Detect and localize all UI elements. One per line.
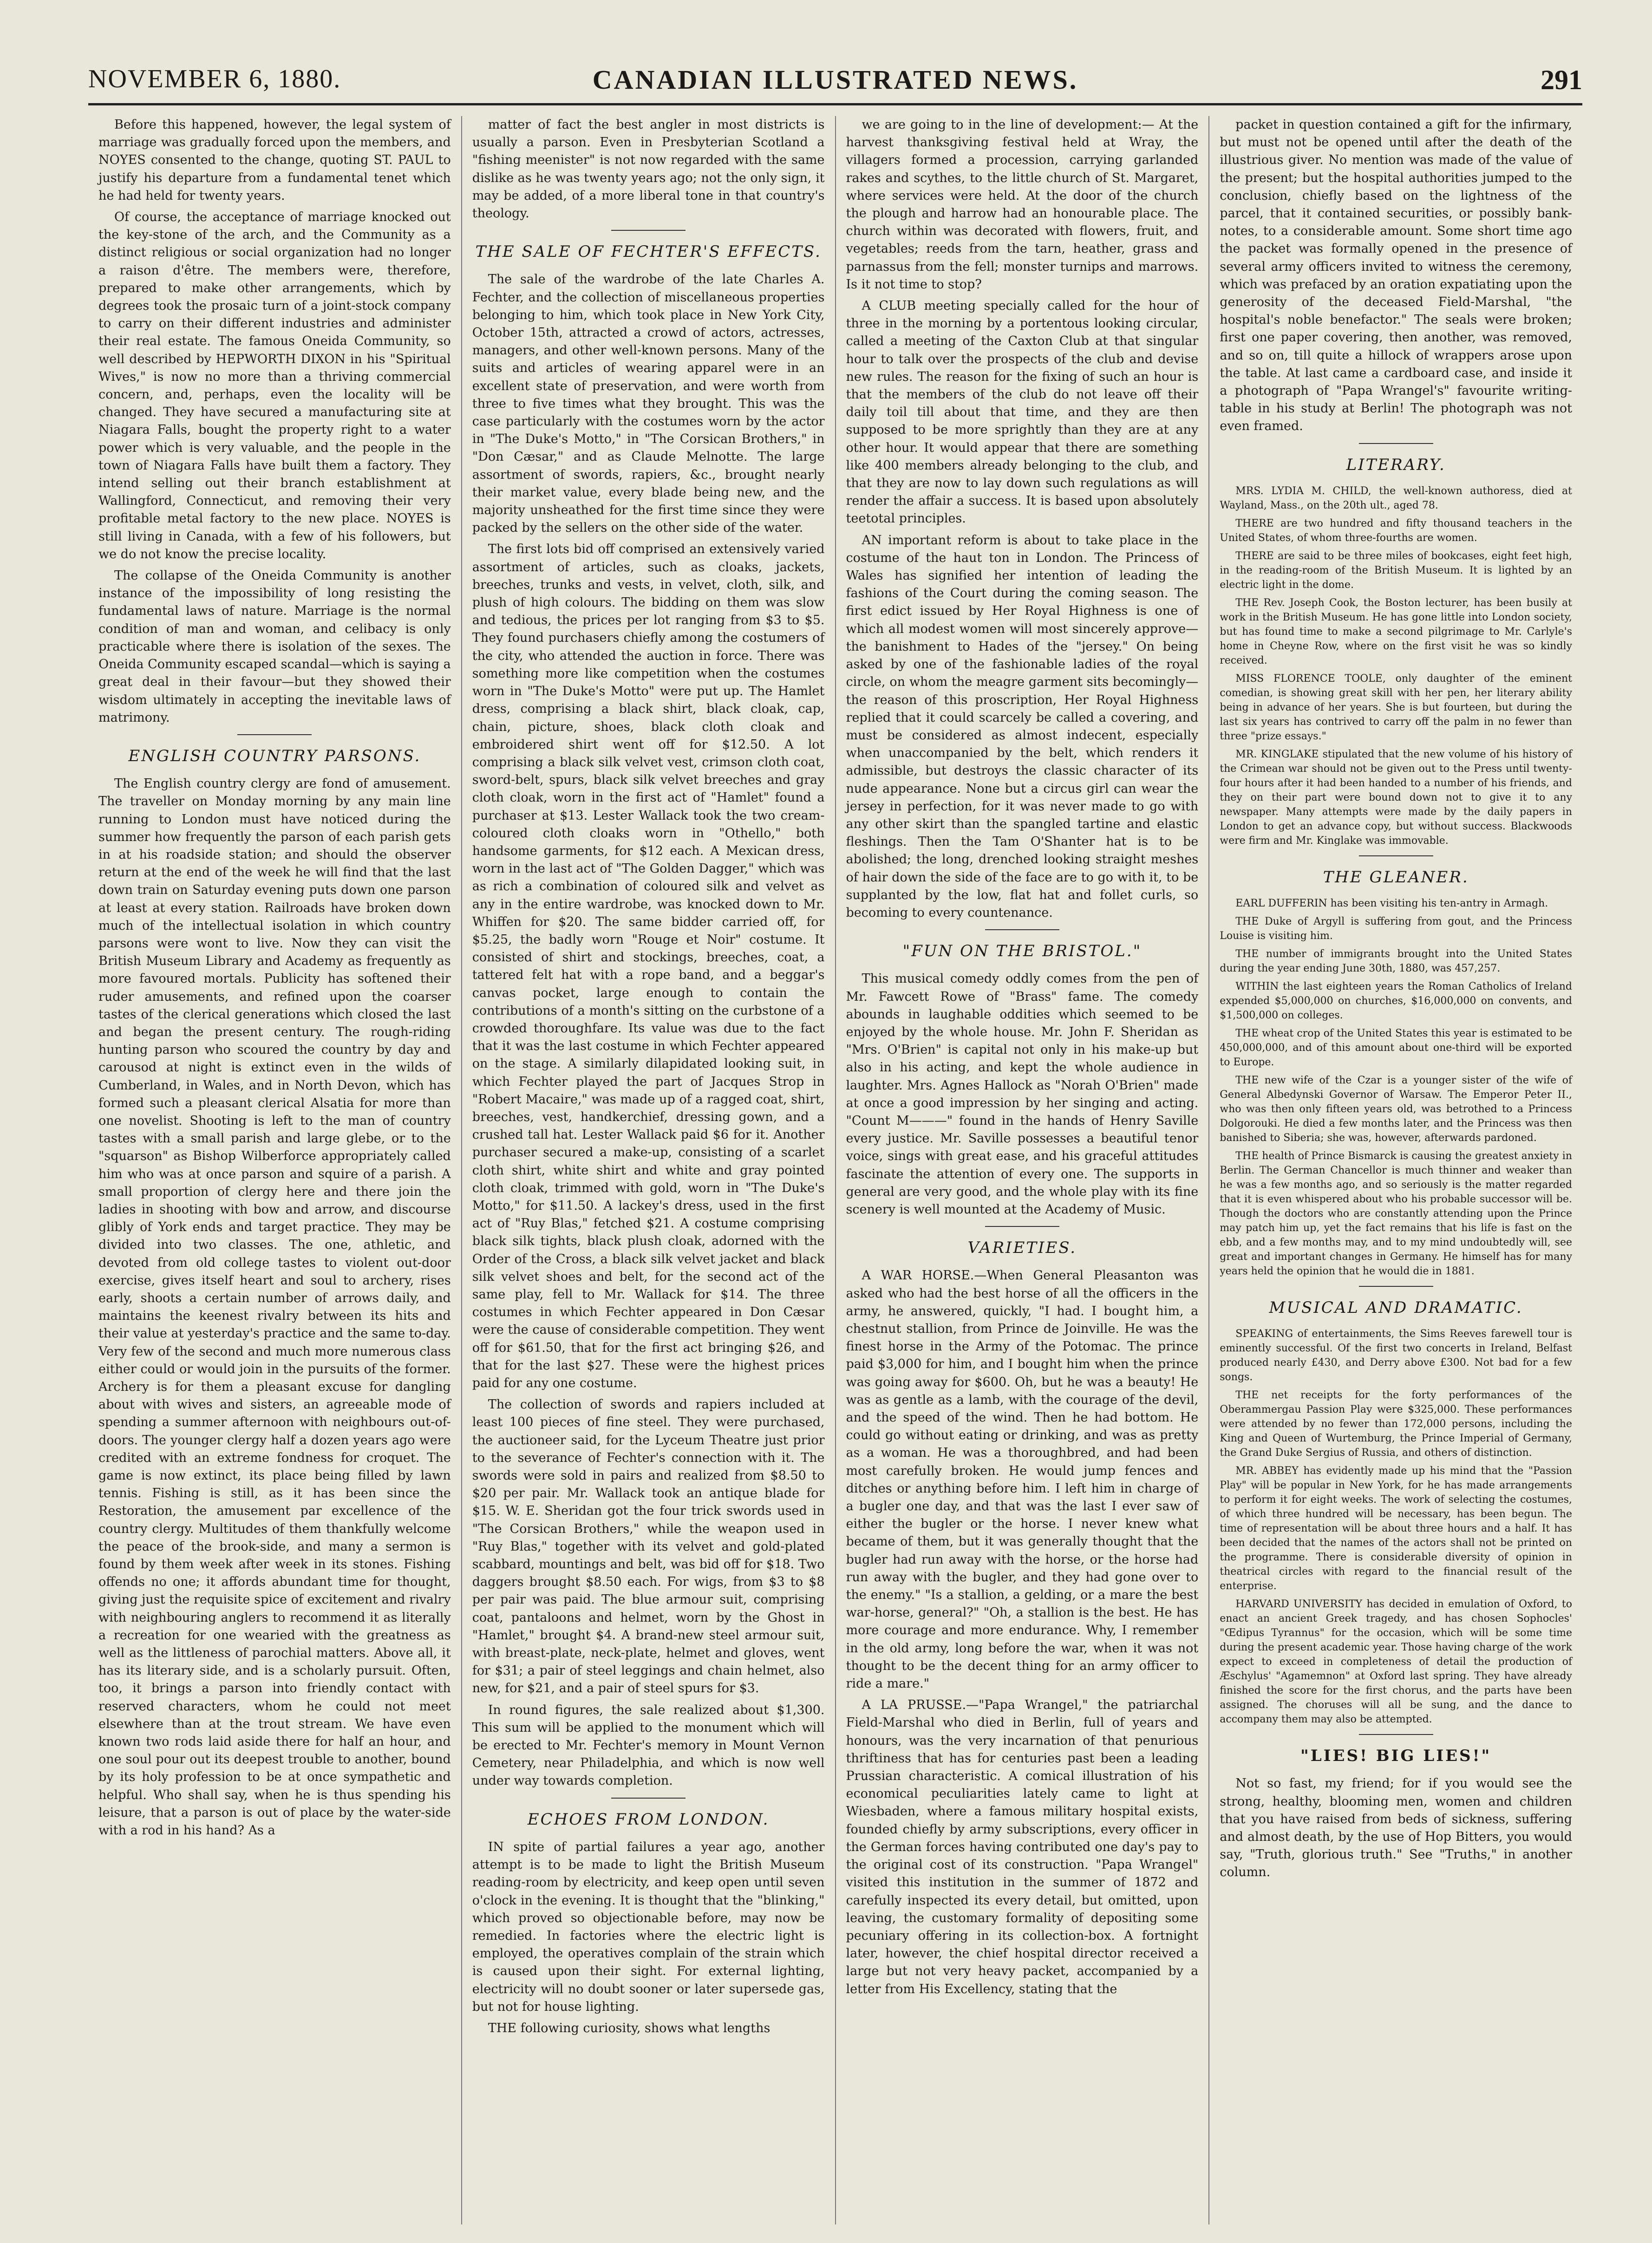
section-divider — [1359, 1286, 1433, 1287]
paragraph: we are going to in the line of development:— At the harvest thanksgiving festival held at Wray, the villagers formed a procession, carrying garlanded rakes and scythes, to the little church of St. Margaret, where services were held. At the door of the church the plough and harrow had an honourable place. The church within was decorated with flowers, fruit, and vegetables; reeds from the tarn, heather, grass and parnassus from the fell; monster turnips and marrows. Is it not time to stop? — [846, 117, 1199, 292]
masthead — [88, 64, 1582, 97]
paragraph: The English country clergy are fond of amusement. The traveller on Monday morning by any main line running to London must have noticed during the summer how frequently the parson of each parish gets in at his roadside station; and should the observer return at the end of the week he will find that the last down train on Saturday evening puts down one parson at least at every station. Railroads have broken down much of the intellectual isolation in which country parsons were wont to live. Now they can visit the British Museum Library and Academy as frequently as more favoured mortals. Publicity has softened their ruder amusements, and refined upon the coarser tastes of the clerical generations which closed the last and began the present century. The rough-riding hunting parson who scoured the country by day and carousod at night is extinct even in the wilds of Cumberland, in Wales, and in North Devon, which has formed such a pleasant clerical Alsatia for more than one novelist. Shooting is left to the man of country tastes with a small parish and large glebe, or to the "squarson" as Bishop Wilberforce appropriately called him who was at once parson and squire of a parish. A small proportion of clergy here and there join the ladies in shooting with bow and arrow, and discourse glibly of York ends and target practice. They may be divided into two classes. The one, athletic, and devoted from old college tastes to violent out-door exercise, gives itself heart and soul to archery, rises early, shoots a certain number of arrows daily, and maintains the keenest rivalry between its hits and their value at yesterday's practice and the same to-day. Very few of the second and much more numerous class either could or would join in the pursuits of the former. Archery is for them a pleasant excuse for dangling about with wives and sisters, an agreeable mode of spending a summer afternoon with neighbours out-of-doors. The younger clergy half a dozen years ago were credited with an extreme fondness for croquet. The game is now extinct, its place being filled by lawn tennis. Fishing is still, as it has been since the Restoration, the amusement par excellence of the country clergy. Multitudes of them thankfully welcome the peace of the brook-side, and many a sermon is found by them week after week in its stones. Fishing offends no one; it affords abundant time for thought, giving just the requisite spice of excitement and rivalry with neighbouring anglers to recommend it as literally a recreation for one wearied with the greatness as well as the littleness of parochial matters. Above all, it has its literary side, and is a scholarly pursuit. Often, too, it brings a parson into friendly contact with reserved characters, whom he could not meet elsewhere than at the trout stream. We have even known two rods laid aside there for half an hour, and one soul pour out its deepest trouble to another, bound by its holy profession to be at once sympathetic and helpful. Who shall say, when he is thus spending his leisure, that a parson is out of place by the water-side with a rod in his hand? As a — [98, 776, 451, 1838]
article-section — [472, 116, 825, 222]
article-columns — [88, 116, 1582, 2224]
paragraph: Of course, the acceptance of marriage knocked out the key-stone of the arch, and the Community as a distinct religious or social organization had no longer a raison d'être. The members were, therefore, prepared to make other arrangements, which by degrees took the prosaic turn of a joint-stock company to carry on their different industries and administer their real estate. The famous Oneida Community, so well described by HEPWORTH DIXON in his "Spiritual Wives," is now no more than a thriving commercial concern, and, perhaps, even the locality will be changed. They have secured a manufacturing site at Niagara Falls, bought the property right to a water power which is very valuable, and the people in the town of Niagara Falls have built them a factory. They intend selling out their branch establishment at Wallingford, Connecticut, and removing their very profitable metal factory to the new place. NOYES is still living in Canada, with a few of his followers, but we do not know the precise locality. — [98, 210, 451, 561]
section-heading: THE SALE OF FECHTER'S EFFECTS. — [475, 242, 822, 261]
paragraph: THE following curiosity, shows what lengths — [488, 2021, 770, 2035]
paragraph: The sale of the wardrobe of the late Charles A. Fechter, and the collection of miscellaneous properties belonging to him, which took place in New York City, October 15th, attracted a crowd of actors, actresses, managers, and other well-known persons. Many of the suits and articles of wearing apparel were in an excellent state of preservation, and were worth from three to five times what they brought. This was the case particularly with the costumes worn by the actor in "The Duke's Motto," in "The Corsican Brothers," in "Don Cæsar," and as Claude Melnotte. The large assortment of swords, rapiers, &c., brought nearly their market value, every blade being new, and the majority unsheathed for the first time since they were packed by the sellers on the other side of the water. — [472, 272, 825, 535]
section-heading: LITERARY. — [1346, 455, 1446, 474]
section-heading: "FUN ON THE BRISTOL." — [902, 942, 1142, 961]
article-section — [846, 1226, 1199, 1998]
text-column — [462, 116, 836, 2224]
paragraph: IN spite of partial failures a year ago, another attempt is to be made to light the British Museum reading-room by electricity, and keep open until seven o'clock in the evening. It is thought that the "blinking," which proved so objectionable before, may now be remedied. In factories where the electric light is employed, the operatives complain of the strain which is caused upon their sight. For external lighting, electricity will no doubt sooner or later supersede gas, but not for house lighting. — [472, 1839, 825, 2014]
newspaper-title: CANADIAN ILLUSTRATED NEWS. — [592, 65, 1078, 95]
section-divider — [611, 230, 686, 231]
article-section — [472, 230, 825, 1790]
paragraph: THE wheat crop of the United States this year is estimated to be 450,000,000, and of this amount about one-third will be exported to Europe. — [1220, 1028, 1572, 1069]
section-heading: THE GLEANER. — [1323, 867, 1469, 887]
section-divider — [237, 734, 312, 735]
paragraph: The collection of swords and rapiers included at least 100 pieces of fine steel. They were purchased, the auctioneer said, for the Lyceum Theatre just prior to the severance of Fechter's connection with it. The swords were sold in pairs and realized from $8.50 to $20 per pair. Mr. Wallack took an antique blade for $15. W. E. Sheridan got the four trick swords used in "The Corsican Brothers," while the weapon used in "Ruy Blas," together with its velvet and gold-plated scabbard, mountings and belt, was bid off for $18. Two daggers brought $8.50 each. For wigs, from $3 to $8 per pair was paid. The blue armour suit, comprising coat, pantaloons and helmet, worn by the Ghost in "Hamlet," brought $4. A brand-new steel armour suit, with breast-plate, neck-plate, helmet and gloves, went for $31; a pair of steel leggings and chain helmet, also new, for $21, and a pair of steel spurs for $3. — [472, 1397, 825, 1696]
paragraph: The first lots bid off comprised an extensively varied assortment of articles, such as cloaks, jackets, breeches, trunks and vests, in velvet, cloth, silk, and plush of high colours. The bidding on them was slow and tedious, the prices per lot ranging from $3 to $5. They found purchasers chiefly among the costumers of the city, who attended the auction in force. There was something more like competition when the costumes worn in "The Duke's Motto" were put up. The Hamlet dress, comprising a black shirt, black cloak, cap, chain, picture, shoes, black cloth cloak and embroidered shirt went off for $12.50. A lot comprising a black silk velvet vest, crimson cloth coat, sword-belt, spurs, black silk velvet breeches and gray cloth cloak, worn in the first act of "Hamlet" found a purchaser at $13. Lester Wallack took the two cream-coloured cloth cloaks worn in "Othello," both handsome garments, for $12 each. A Mexican dress, worn in the last act of "The Golden Dagger," which was as rich a combination of coloured silk and velvet as any in the entire wardrobe, was knocked down to Mr. Whiffen for $20. The same bidder carried off, for $5.25, the badly worn "Rouge et Noir" costume. It consisted of shirt and stockings, breeches, coat, a tattered felt hat with a rope band, and a beggar's canvas pocket, large enough to contain the contributions of a month's sitting on the curbstone of a crowded thoroughfare. Its value was due to the fact that it was the last costume in which Fechter appeared on the stage. A similarly dilapidated looking suit, in which Fechter played the part of Jacques Strop in "Robert Macaire," was made up of a ragged coat, shirt, breeches, vest, handkerchief, dressing gown, and a crushed tall hat. Lester Wallack paid $6 for it. Another purchaser secured a make-up, consisting of a scarlet cloth shirt, white shirt and white and gray pointed cloth cloak, trimmed with gold, worn in "The Duke's Motto," for $11.50. A lackey's dress, used in the first act of "Ruy Blas," fetched $21. A costume comprising black silk tights, black plush cloak, adorned with the Order of the Cross, a black silk velvet jacket and black silk velvet shoes and belt, for the second act of the same play, fell to Mr. Wallack for $14. The three costumes in which Fechter appeared in Don Cæsar were the cause of considerable competition. They went off for $61.50, that for the first act bringing $26, and that for the last $27. These were the highest prices paid for any one costume. — [472, 542, 825, 1391]
section-heading: ECHOES FROM LONDON. — [527, 1810, 770, 1829]
issue-date: NOVEMBER 6, 1880. — [88, 65, 341, 93]
section-heading: "LIES! BIG LIES!" — [1300, 1747, 1492, 1766]
paragraph: AN important reform is about to take place in the costume of the haut ton in London. The Princess of Wales has signified her intention of leading the fashions of the Court during the coming season. The first edict issued by Her Royal Highness is one of which all modest women will most sincerely approve—the banishment to Hades of the "jersey." On being asked by one of the fashionable ladies of the royal circle, on whom the meagre garment sits becomingly—the reason of this proscription, Her Royal Highness replied that it could scarcely be called a covering, and must be considered as almost indecent, especially when unaccompanied by the belt, which renders it admissible, but destroys the classic character of its nude appearance. None but a circus girl can wear the jersey in perfection, for it was never made to go with any other skirt than the spangled tartine and elastic fleshings. Then the Tam O'Shanter hat is to be abolished; the long, drenched looking straight meshes of hair down the side of the face are to go with it, to be supplanted by the low, flat hat and follet curls, so becoming to every countenance. — [846, 533, 1199, 920]
paragraph: packet in question contained a gift for the infirmary, but must not be opened until after the death of the illustrious giver. No mention was made of the value of the present; but the hospital authorities jumped to the conclusion, chiefly based on the lightness of the parcel, that it contained securities, or possibly bank-notes, to a considerable amount. Some short time ago the packet was formally opened in the presence of several army officers invited to witness the ceremony, which was prefaced by an oration expatiating upon the generosity of the deceased Field-Marshal, "the hospital's noble benefactor." The seals were broken; first one paper covering, then another, was removed, and so on, till quite a hillock of wrappers arose upon the table. At last came a cardboard case, and inside it a photograph of "Papa Wrangel's" favourite writing-table in his study at Berlin! The photograph was not even framed. — [1220, 117, 1572, 434]
section-heading: VARIETIES. — [967, 1239, 1077, 1258]
paragraph: This musical comedy oddly comes from the pen of Mr. Fawcett Rowe of "Brass" fame. The comedy abounds in laughable oddities which seemed to be enjoyed by the whole house. Mr. John F. Sheridan as "Mrs. O'Brien" is capital not only in his make-up but also in his acting, and kept the whole audience in laughter. Mrs. Agnes Hallock as "Norah O'Brien" made at once a good impression by her singing and acting. "Count M———" found in the hands of Henry Saville every justice. Mr. Saville possesses a beautiful tenor voice, sings with great ease, and his graceful attitudes fascinate the attention of every one. The supports in general are very good, and the whole play with its fine scenery is well mounted at the Academy of Music. — [846, 972, 1199, 1217]
paragraph: THE new wife of the Czar is a younger sister of the wife of General Albedynski Governor of Warsaw. The Emperor Peter II., who was then only fifteen years old, was betrothed to a Princess Dolgorouki. He died a few months later, and the Princess was then banished to Siberia; she was, however, afterwards pardoned. — [1220, 1075, 1572, 1144]
paragraph: A WAR HORSE.—When General Pleasanton was asked who had the best horse of all the officers in the army, he answered, quickly, "I had. I bought him, a chestnut stallion, from Prince de Joinville. He was the finest horse in the Army of the Potomac. The prince paid $3,000 for him, and I bought him when the prince was going away for $600. Oh, but he was a beauty! He was as gentle as a lamb, with the courage of the devil, and the speed of the wind. Then he had bottom. He could go without eating or drinking, and was as pretty as a woman. He was a thoroughbred, and had been most carefully broken. He would jump fences and ditches or anything before him. I left him in charge of a bugler one day, and that was the last I ever saw of either the bugler or the horse. I never knew what became of them, but it was generally thought that the bugler had run away with the horse, or the horse had run away with the bugler, and they had gone over to the enemy." "Is a stallion, a gelding, or a mare the best war-horse, general?" "Oh, a stallion is the best. He has more courage and more endurance. Why, I remember in the old army, long before the war, when it was not thought to be the decent thing for an army officer to ride a mare." — [846, 1268, 1199, 1691]
paragraph: HARVARD UNIVERSITY has decided in emulation of Oxford, to enact an ancient Greek tragedy, and has chosen Sophocles' "Œdipus Tyrannus" for the occasion, which will be some time during the present academic year. Those having charge of the work expect to exceed in completeness of detail the production of Æschylus' "Agamemnon" at Oxford last spring. They have already finished the score for the first chorus, and the parts have been assigned. The choruses will all be sung, and the dance to accompany them may also be attempted. — [1220, 1598, 1572, 1726]
article-section — [98, 116, 451, 727]
paragraph: In round figures, the sale realized about $1,300. This sum will be applied to the monument which will be erected to Mr. Fechter's memory in Mount Vernon Cemetery, near Philadelphia, and which is now well under way towards completion. — [472, 1702, 825, 1788]
article-section — [1220, 1286, 1572, 1727]
article-section — [1220, 116, 1572, 436]
paragraph: MISS FLORENCE TOOLE, only daughter of the eminent comedian, is showing great skill with her pen, her literary ability being in advance of her years. She is but fourteen, but during the last six years has contrived to carry off the palm in no fewer than three "prize essays." — [1220, 672, 1572, 742]
section-heading: MUSICAL AND DRAMATIC. — [1269, 1298, 1523, 1317]
paragraph: THE health of Prince Bismarck is causing the greatest anxiety in Berlin. The German Chancellor is much thinner and weaker than he was a few months ago, and so seriously is the matter regarded that it is even whispered about who his probable successor will be. Though the doctors who are constantly attending upon the Prince may patch him up, yet the fact remains that his life is fast on the ebb, and a few months may, and to my mind undoubtedly will, see great and important changes in Germany. He himself has for many years held the opinion that he would die in 1881. — [1220, 1150, 1572, 1278]
paragraph: MR. ABBEY has evidently made up his mind that the "Passion Play" will be popular in New York, for he has made arrangements to perform it for eight weeks. The work of selecting the costumes, of which three hundred will be necessary, has been begun. The time of representation will be about three hours and a half. It has been decided that the names of the actors shall not be printed on the programme. There is considerable diversity of opinion in theatrical circles with regard to the financial result of the enterprise. — [1220, 1465, 1572, 1592]
paragraph: THE Rev. Joseph Cook, the Boston lecturer, has been busily at work in the British Museum. He has gone little into London society, but has found time to make a second pilgrimage to Mr. Carlyle's home in Cheyne Row, where on the first visit he was so kindly received. — [1220, 597, 1572, 666]
article-section — [98, 734, 451, 1839]
section-divider — [1359, 443, 1433, 444]
article-section — [1220, 1734, 1572, 1881]
section-divider — [1359, 855, 1433, 856]
paragraph: THE number of immigrants brought into the United States during the year ending June 30th, 1880, was 457,257. — [1220, 948, 1572, 975]
paragraph: EARL DUFFERIN has been visiting his ten-antry in Armagh. — [1235, 898, 1548, 910]
paragraph: THERE are said to be three miles of bookcases, eight feet high, in the reading-room of the British Museum. It is lighted by an electric light in the dome. — [1220, 550, 1572, 591]
article-section — [1220, 855, 1572, 1278]
paragraph: Before this happened, however, the legal system of marriage was gradually forced upon the members, and NOYES consented to the change, quoting ST. PAUL to justify his departure from a fundamental tenet which he had held for twenty years. — [98, 117, 451, 203]
section-divider — [985, 1226, 1059, 1227]
paragraph: THE net receipts for the forty performances of the Oberammergau Passion Play were $325,000. These performances were attended by no fewer than 172,000 persons, including the King and Queen of Wurtemburg, the Prince Imperial of Germany, the Grand Duke Sergius of Russia, and others of distinction. — [1220, 1389, 1572, 1459]
text-column — [88, 116, 462, 2224]
paragraph: THE Duke of Argyll is suffering from gout, and the Princess Louise is visiting him. — [1220, 916, 1572, 942]
article-section — [846, 929, 1199, 1219]
masthead-rule — [88, 103, 1582, 105]
text-column — [836, 116, 1210, 2224]
paragraph: A CLUB meeting specially called for the hour of three in the morning by a portentous looking circular, called a meeting of the Caxton Club at that singular hour to talk over the prospects of the club and devise new rules. The reason for the fixing of such an hour is that the members of the club do not leave off their daily toil till about that time, and they are then supposed to be more sprightly than they are at any other hour. It would appear that there are something like 400 members already belonging to the club, and that they are now to lay down such regulations as will render the affair a success. It is based upon absolutely teetotal principles. — [846, 299, 1199, 526]
article-section — [1220, 443, 1572, 848]
section-divider — [1359, 1734, 1433, 1735]
text-column — [1209, 116, 1582, 2224]
paragraph: MR. KINGLAKE stipulated that the new volume of his history of the Crimean war should not be given out to the Press until twenty-four hours after it had been handed to a number of his friends, and they on their part were bound down not to give it to any newspaper. Many attempts were made by the daily papers in London to get an advance copy, but without success. Blackwoods were firm and Mr. Kinglake was immovable. — [1220, 748, 1572, 847]
paragraph: A LA PRUSSE.—"Papa Wrangel," the patriarchal Field-Marshal who died in Berlin, full of years and honours, was the very incarnation of that penurious thriftiness that has for centuries past been a leading Prussian characteristic. A comical illustration of his economical peculiarities lately came to light at Wiesbaden, where a famous military hospital exists, founded chiefly by army subscriptions, every officer in the German forces having contributed one day's pay to the original cost of its construction. "Papa Wrangel" visited this institution in the summer of 1872 and carefully inspected its every detail, but omitted, upon leaving, the customary formality of depositing some pecuniary offering in its collection-box. A fortnight later, however, the chief hospital director received a large but not very heavy packet, accompanied by a letter from His Excellency, stating that the — [846, 1698, 1199, 1996]
paragraph: matter of fact the best angler in most districts is usually a parson. Even in Presbyterian Scotland a "fishing meenister" is not now regarded with the same dislike as he was twenty years ago; not the only sign, it may be added, of a more liberal tone in that country's theology. — [472, 117, 825, 221]
page-number: 291 — [1541, 65, 1582, 95]
paragraph: SPEAKING of entertainments, the Sims Reeves farewell tour is eminently successful. Of the first two concerts in Ireland, Belfast produced nearly £430, and Derry above £300. Not bad for a few songs. — [1220, 1328, 1572, 1383]
paragraph: THERE are two hundred and fifty thousand teachers in the United States, of whom three-fourths are women. — [1220, 517, 1572, 544]
paragraph: MRS. LYDIA M. CHILD, the well-known authoress, died at Wayland, Mass., on the 20th ult., aged 78. — [1220, 485, 1572, 511]
paragraph: The collapse of the Oneida Community is another instance of the impossibility of long resisting the fundamental laws of nature. Marriage is the normal condition of man and woman, and celibacy is only practicable where there is isolation of the sexes. The Oneida Community escaped scandal—which is saying a great deal in their favour—but they showed their wisdom ultimately in accepting the inevitable laws of matrimony. — [98, 568, 451, 725]
section-heading: ENGLISH COUNTRY PARSONS. — [128, 746, 421, 765]
section-divider — [985, 929, 1059, 930]
article-section — [846, 116, 1199, 922]
paragraph: WITHIN the last eighteen years the Roman Catholics of Ireland expended $5,000,000 on churches, $16,000,000 on convents, and $1,500,000 on colleges. — [1220, 981, 1572, 1022]
article-section — [472, 1798, 825, 2037]
section-divider — [611, 1798, 686, 1799]
paragraph: Not so fast, my friend; for if you would see the strong, healthy, blooming men, women and children that you have raised from beds of sickness, suffering and almost death, by the use of Hop Bitters, you would say, "Truth, glorious truth." See "Truths," in another column. — [1220, 1776, 1572, 1880]
